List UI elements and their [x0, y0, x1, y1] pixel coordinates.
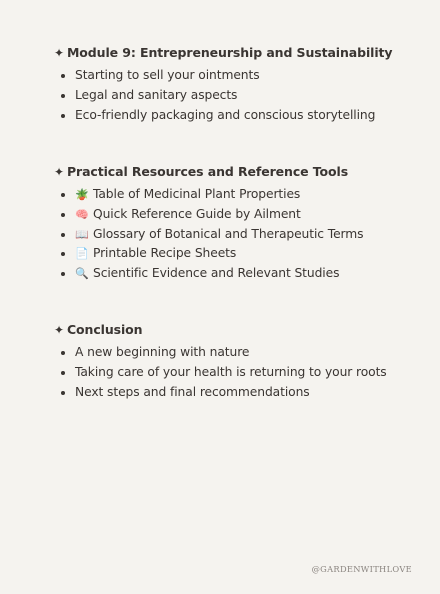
list-item — [54, 86, 424, 106]
section-practical-resources — [54, 163, 424, 284]
section-heading — [54, 44, 424, 62]
star-icon: ✦ — [54, 323, 64, 337]
section-heading — [54, 163, 424, 181]
list-item-text: Quick Reference Guide by Ailment — [93, 206, 301, 221]
list-item-text: Table of Medicinal Plant Properties — [93, 187, 301, 201]
list-item — [54, 185, 424, 205]
section-title: Module 9: Entrepreneurship and Sustainability — [66, 45, 393, 60]
list-item — [54, 205, 424, 225]
list-item-text: Legal and sanitary aspects — [75, 87, 238, 102]
list-item-text: A new beginning with nature — [75, 345, 250, 359]
list-item — [54, 225, 424, 245]
brain-icon: 🧠 — [75, 207, 89, 221]
list-item — [54, 264, 424, 284]
section-conclusion — [54, 321, 424, 402]
bullet-list — [54, 66, 424, 125]
open-book-icon: 📖 — [75, 227, 89, 241]
list-item-text: Printable Recipe Sheets — [93, 246, 237, 261]
list-item-text: Scientific Evidence and Relevant Studies — [93, 266, 340, 281]
star-icon: ✦ — [54, 165, 64, 179]
list-item-text: Next steps and final recommendations — [75, 384, 310, 399]
list-item-text: Glossary of Botanical and Therapeutic Terms — [93, 226, 364, 241]
section-module-9 — [54, 44, 424, 125]
list-item — [54, 343, 424, 363]
potted-plant-icon: 🪴 — [75, 188, 89, 201]
list-item — [54, 66, 424, 86]
section-title: Practical Resources and Reference Tools — [66, 164, 349, 179]
list-item — [54, 106, 424, 126]
star-icon: ✦ — [54, 46, 64, 60]
bullet-list — [54, 185, 424, 284]
list-item-text: Starting to sell your ointments — [75, 68, 260, 82]
section-title: Conclusion — [66, 322, 143, 337]
footer-handle: @GARDENWITHLOVE — [311, 564, 412, 574]
bullet-list — [54, 343, 424, 402]
list-item — [54, 363, 424, 383]
list-item — [54, 383, 424, 403]
list-item — [54, 244, 424, 264]
page-icon: 📄 — [75, 247, 89, 261]
list-item-text: Eco-friendly packaging and conscious storytelling — [75, 107, 376, 122]
list-item-text: Taking care of your health is returning to your roots — [75, 364, 387, 379]
magnifier-icon: 🔍 — [75, 267, 89, 281]
section-heading — [54, 321, 424, 339]
